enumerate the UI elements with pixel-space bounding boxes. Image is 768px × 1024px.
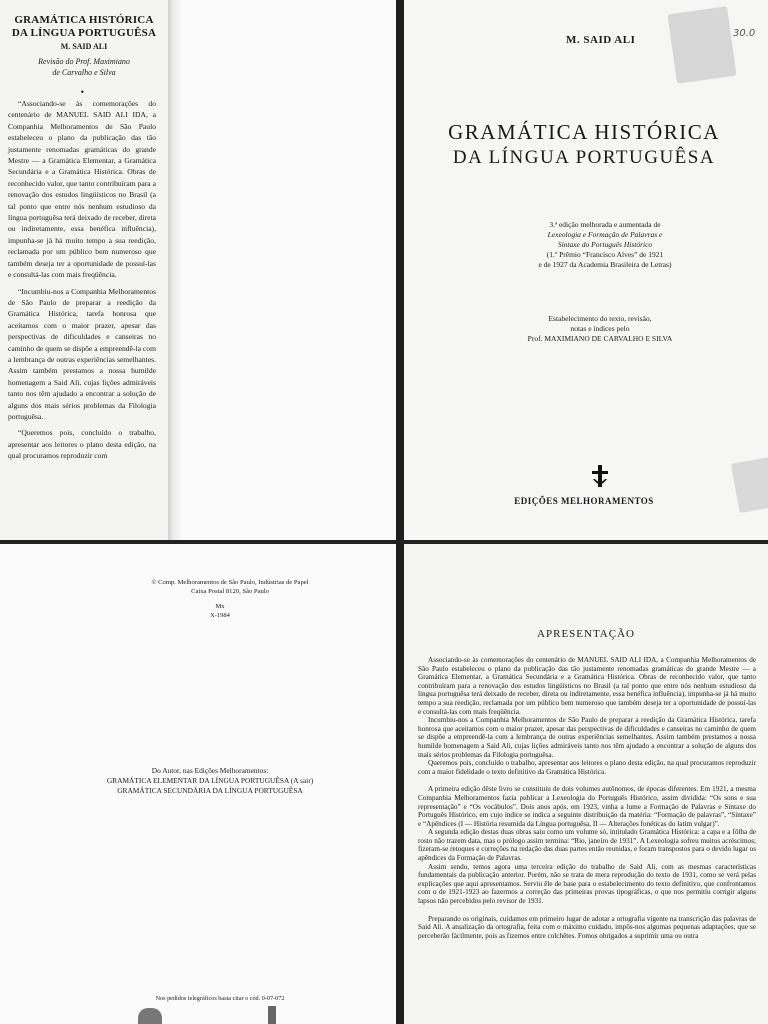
flap-body bbox=[8, 98, 156, 467]
page-edge-shadow bbox=[168, 0, 182, 540]
flap-title: GRAMÁTICA HISTÓRICA DA LÍNGUA PORTUGUÊSA bbox=[11, 14, 157, 39]
book-title-line1: GRAMÁTICA HISTÓRICA bbox=[448, 120, 720, 144]
telegraph-note: Nos pedidos telegráficos basta citar o cód. 0-07-072 bbox=[155, 995, 285, 1002]
book-title-line2: DA LÍNGUA PORTUGUÊSA bbox=[452, 147, 716, 168]
establishment-note: Estabelecimento do texto, revisão, notas e índices pelo Prof. MAXIMIANO DE CARVALHO E SILVA bbox=[527, 314, 673, 343]
presentation-paragraph: Associando-se às comemorações do centenário de MANUEL SAID ALI IDA, a Companhia Melhoramentos de São Paulo estabeleceu o plano da publicação das tão justamente renomadas gramáticas do grande Mestre — a Gramática Elementar, a Gramática Secundária e a Gramática Histórica. Obras de reconhecido valor, que tanto contribuíram para a renovação dos estudos lingüísticos no Brasil (a tal ponto que entre nós nenhum estudioso da língua portuguêsa terá deixado de receber, direta ou indiretamente, essa benéfica influência), impunha-se já há muito tempo a sua reedição, reclamada por um público bem numeroso que também deseja ter a oportunidade de possuí-las e consultá-las com mais freqüência. bbox=[418, 656, 756, 716]
binding-gutter bbox=[396, 0, 404, 1024]
presentation-heading: APRESENTAÇÃO bbox=[537, 628, 635, 640]
presentation-paragraph: A primeira edição dêste livro se constituiu de dois volumes autônomos, de épocas diferentes. Em 1921, a mesma Companhia Melhoramentos fazia publicar a Lexeologia do Português Histórico, assim dividida: “Os sons e sua representação” e “Os vocábulos”. Dois anos após, em 1923, vinha a lume a Formação de Palavras e Sintaxe do Português Histórico, em cujo índice se indica a seguinte distribuição da matéria: “Formação de palavras”, “Sintaxe” e “Apêndices (I — História resumida da Língua portuguêsa, II — Alterações fonéticas do latim vulgar)”. bbox=[418, 785, 756, 828]
by-author-list: Do Autor, nas Edições Melhoramentos: GRAMÁTICA ELEMENTAR DA LÍNGUA PORTUGUÊSA (A sair) GRAMÁTICA SECUNDÁRIA DA LÍNGUA PORTUGUÊSA bbox=[106, 766, 314, 795]
edition-note: 3.ª edição melhorada e aumentada de Lexeologia e Formação de Palavras e Sintaxe do Português Histórico (1.º Prêmio “Francisco Alves” de 1921 e de 1927 da Academia Brasileira de Letras) bbox=[538, 220, 672, 269]
flap-paragraph: “Incumbiu-nos a Companhia Melhoramentos de São Paulo de preparar a reedição da Gramática Histórica, tarefa honrosa que aceitamos com o maior prazer, apesar das perspectivas de dificuldades e canseiras no caminho de quem se dispõe a empreendê-la com a lembrança de outras experiências semelhantes. Assim também prestamos a nossa humilde homenagem a Said Ali, cujas lições admiráveis tanto nos têm ajudado a encontrar a solução de alguns dos mais sérios problemas da Filologia portuguêsa. bbox=[8, 286, 156, 421]
flap-revision: Revisão do Prof. Maximiano de Carvalho e Silva bbox=[38, 57, 130, 77]
presentation-paragraph: Queremos pois, concluído o trabalho, apresentar aos leitores o plano desta edição, na qual procuramos reproduzir com a maior fidelidade o texto definitivo da Gramática Histórica. bbox=[418, 759, 756, 776]
presentation-paragraph: Incumbiu-nos a Companhia Melhoramentos de São Paulo de preparar a reedição da Gramática Histórica, tarefa honrosa que aceitamos com o maior prazer, apesar das perspectivas de dificuldades e canseiras no caminho de quem se dispõe a empreendê-la com a lembrança de outras experiências semelhantes. Assim também prestamos a nossa humilde homenagem a Said Ali, cujas lições admiráveis tanto nos têm ajudado a encontrar a solução de alguns dos mais sérios problemas da Filologia portuguêsa. bbox=[418, 716, 756, 759]
imprint: © Comp. Melhoramentos de São Paulo, Indústrias de Papel Caixa Postal 8120, São Paulo bbox=[151, 579, 309, 595]
flap-author: M. SAID ALI bbox=[60, 42, 108, 51]
publisher-logo-icon bbox=[590, 465, 610, 489]
publisher-name: EDIÇÕES MELHORAMENTOS bbox=[514, 496, 654, 506]
catalog-code: Mx X-1984 bbox=[210, 603, 230, 619]
printer-mark-icon bbox=[138, 1008, 162, 1024]
presentation-paragraph: Assim sendo, temos agora uma terceira edição do trabalho de Said Ali, com as mesmas características fundamentais da publicação anterior. Porém, não se trata de mera reprodução do texto de 1931, como se verá pelas explicações que aqui apresentamos. Serviu êle de base para o estabelecimento do texto definitivo, que confrontamos com o de 1921-1923 ao fazermos a correção das primeiras provas tipográficas, o que nos permitiu corrigir alguns lapsos não percebidos pelo revisor de 1931. bbox=[418, 862, 756, 906]
presentation-paragraph: Preparando os originais, cuidamos em primeiro lugar de adotar a ortografia vigente na transcrição das palavras de Said Ali. A atualização da ortografia, feita com o máximo cuidado, impôs-nos algumas pequenas adaptações, que se perceberão fàcilmente, pois as fizemos entre colchêtes. Fomos obrigados a suprimir uma ou outra bbox=[418, 914, 756, 940]
flap-bullet: • bbox=[80, 88, 85, 97]
tower-mark-icon bbox=[268, 1006, 276, 1024]
flap-paragraph: “Associando-se às comemorações do centenário de MANUEL SAID ALI IDA, a Companhia Melhoramentos de São Paulo estabeleceu o plano da publicação das tão justamente renomadas gramáticas do grande Mestre — a Gramática Elementar, a Gramática Secundária e a Gramática Histórica. Obras de reconhecido valor, que tanto contribuíram para a renovação dos estudos lingüísticos no Brasil (a tal ponto que entre nós nenhum estudioso da língua portuguêsa terá deixado de receber, direta ou indiretamente, essa benéfica influência), impunha-se já há muito tempo a sua reedição, reclamada por um público bem numeroso que também deseja ter a oportunidade de possuí-las e consultá-las com mais freqüência. bbox=[8, 99, 156, 280]
library-stamp-mark bbox=[667, 6, 736, 84]
presentation-body bbox=[418, 656, 756, 940]
flap-paragraph: “Queremos pois, concluído o trabalho, apresentar aos leitores o plano desta edição, na qual procuramos reproduzir com bbox=[8, 428, 156, 461]
presentation-paragraph: A segunda edição destas duas obras saiu como um volume só, intitulado Gramática Histórica: a capa e a fôlha de rosto não trazem data, mas o prólogo assim termina: “Rio, janeiro de 1931”. A Lexeologia sofreu muitos acréscimos; fizeram-se retoques e correções na redação das duas partes então reunidas, e foram transpostos para o devido lugar os apêndices da Formação de Palavras. bbox=[418, 828, 756, 863]
handwritten-note: 30.0 bbox=[733, 28, 756, 39]
scan-separator bbox=[0, 540, 768, 544]
title-author: M. SAID ALI bbox=[566, 34, 636, 46]
title-page bbox=[400, 0, 768, 540]
blank-page bbox=[182, 0, 396, 540]
